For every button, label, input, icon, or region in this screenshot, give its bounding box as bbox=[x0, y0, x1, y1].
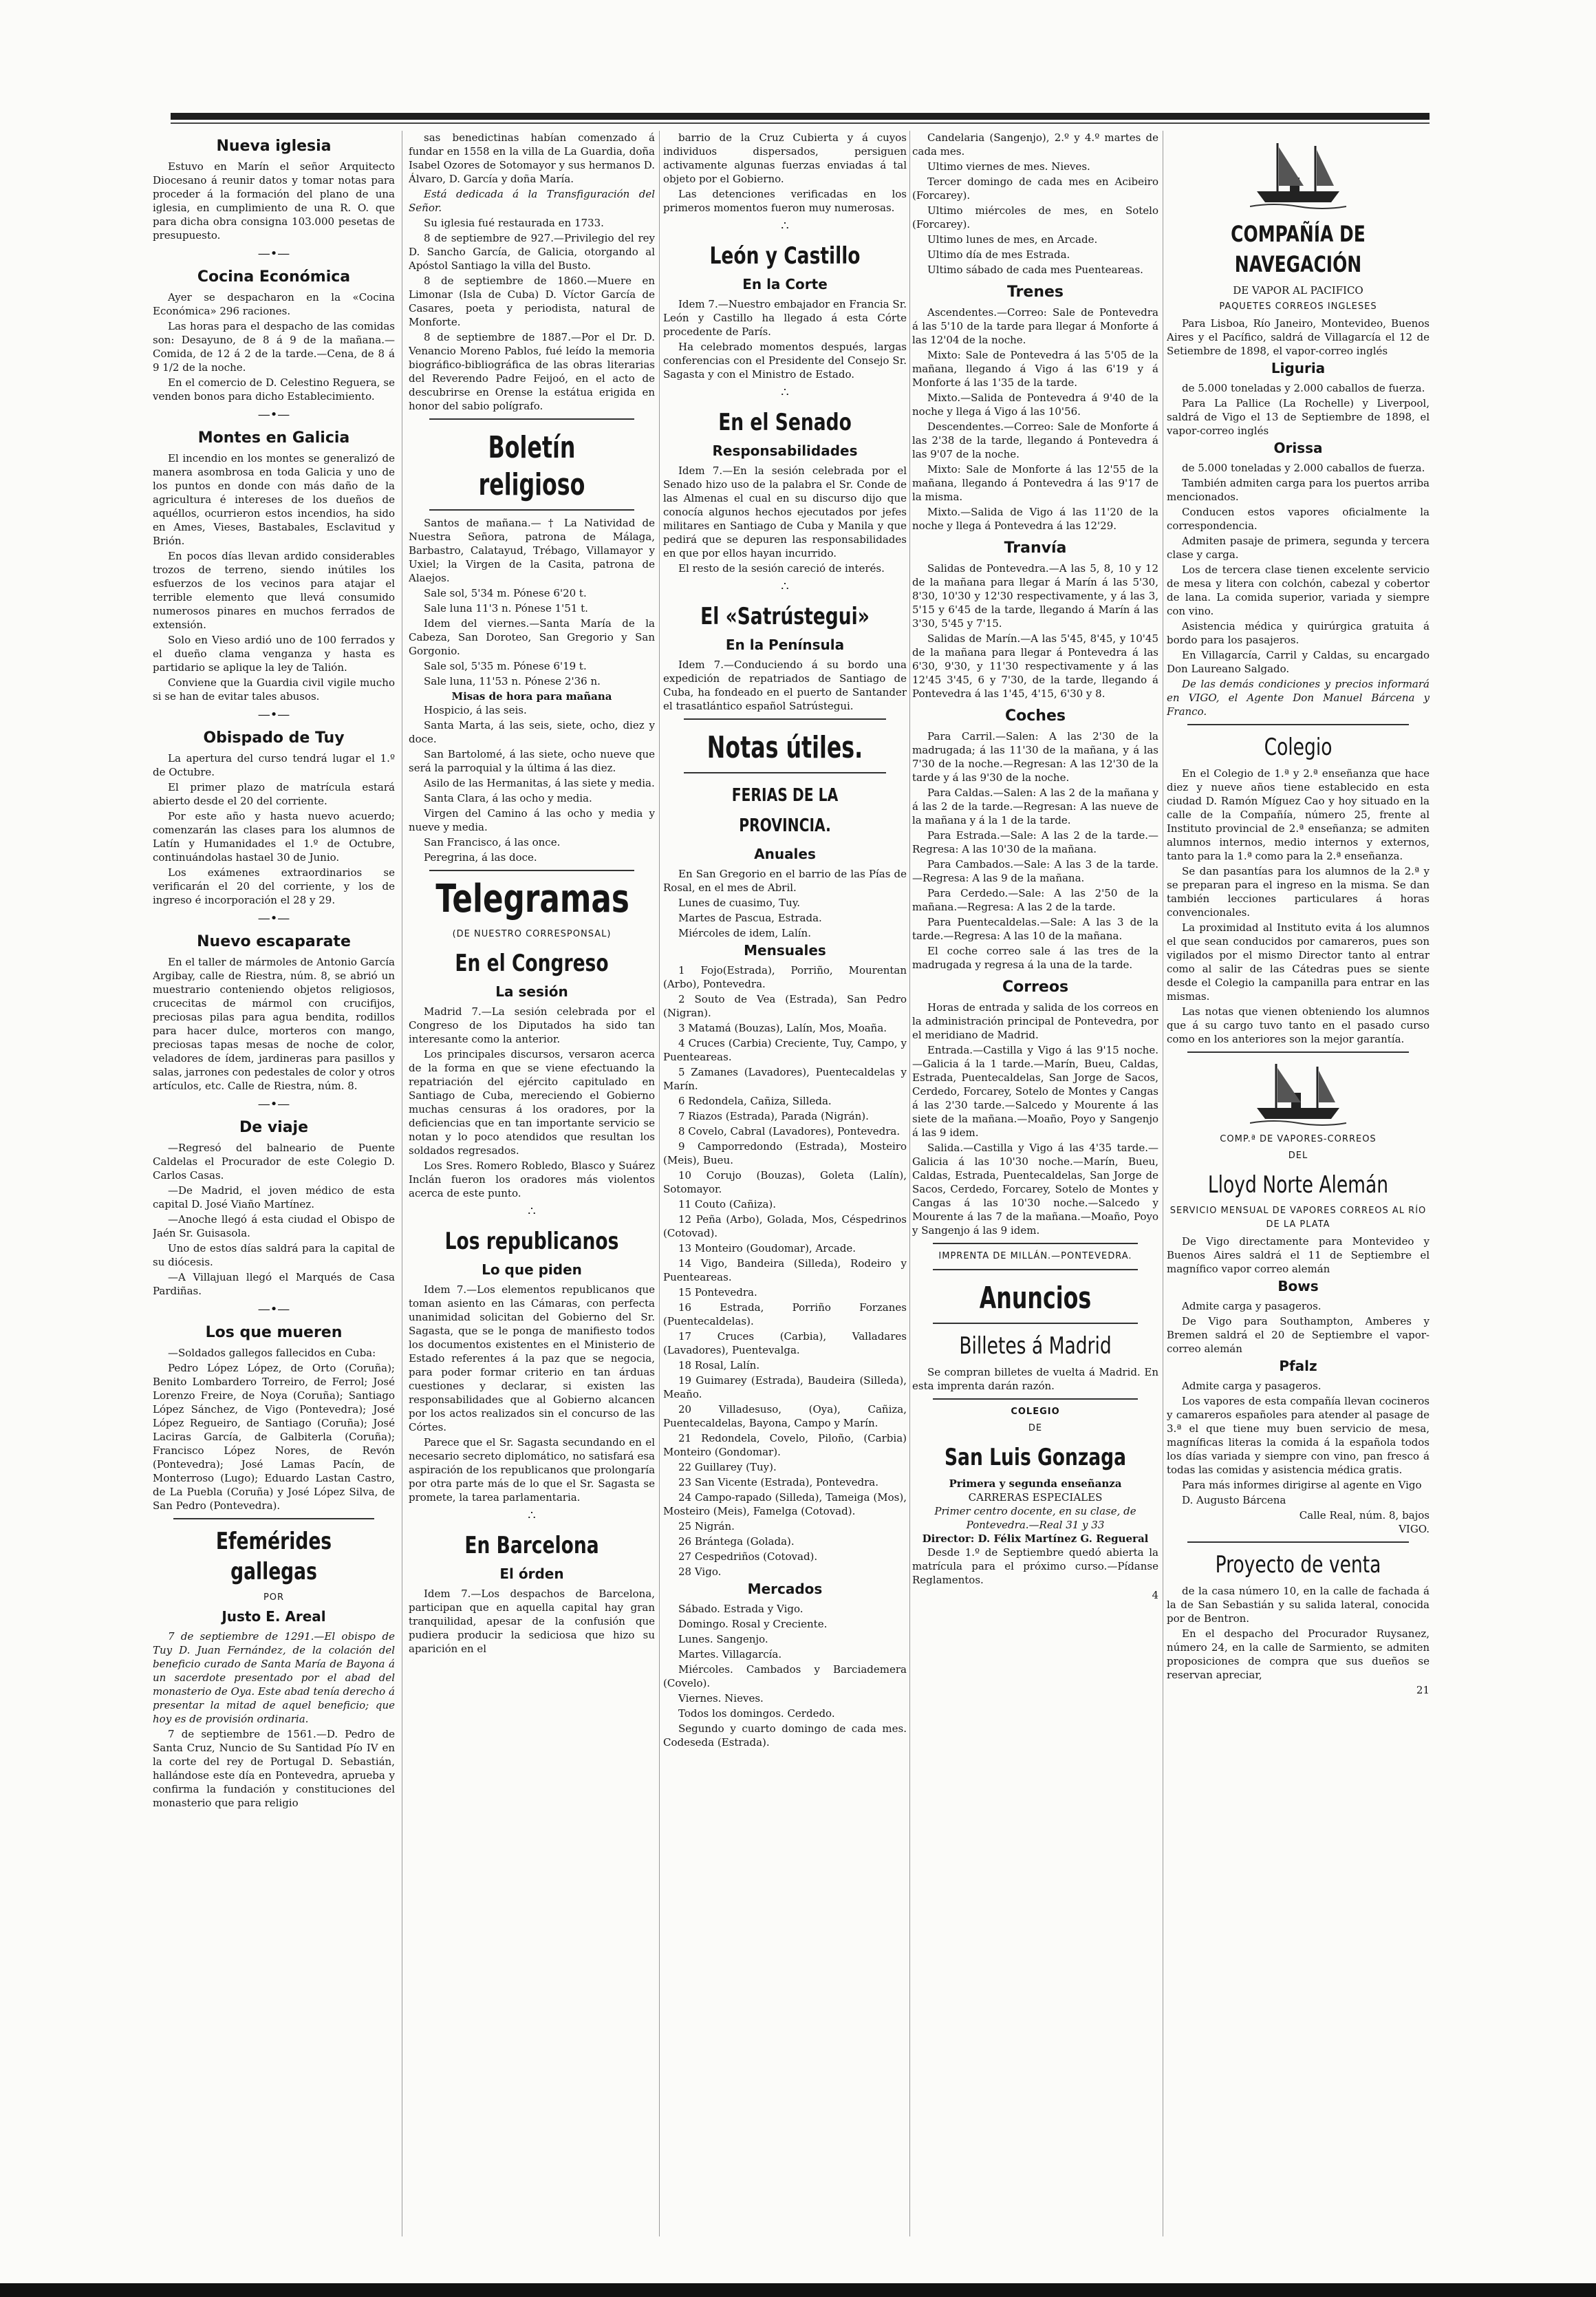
imprint: IMPRENTA DE MILLÁN.—PONTEVEDRA. bbox=[938, 1251, 1132, 1261]
ornament-divider: —•— bbox=[257, 911, 290, 926]
article-text: Ultimo viernes de mes. Nieves. bbox=[927, 160, 1090, 173]
fair-list-item: 12 Peña (Arbo), Golada, Mos, Céspedrinos (Cotovad). bbox=[663, 1213, 907, 1239]
column-separator bbox=[659, 131, 660, 2236]
byline-author: Justo E. Areal bbox=[222, 1608, 326, 1625]
article-text: Mixto.—Salida de Vigo á las 11'20 de la noche y llega á Pontevedra á las 12'29. bbox=[912, 506, 1158, 532]
subheading-piden: Lo que piden bbox=[482, 1261, 582, 1278]
fair-list-item: 25 Nigrán. bbox=[678, 1520, 735, 1532]
headline-correos: Correos bbox=[1002, 979, 1069, 996]
article-text: Su iglesia fué restaurada en 1733. bbox=[424, 217, 604, 229]
article-text: 8 de septiembre de 1860.—Muere en Limonar (Isla de Cuba) D. Víctor García de Casares, poeta y periodista, natural de Monforte. bbox=[409, 275, 655, 328]
article-text: Salidas de Marín.—A las 5'45, 8'45, y 10'45 de la mañana para llegar á Pontevedra á las 6'30, 9'30, y 11'30 respectivamente y á las 12'45 3'45, 6 y 7'30, de la tarde, llegando á Pontevedra á las 1'45, 4'15, 6'30 y 8. bbox=[912, 632, 1158, 700]
headline-anuncios: Anuncios bbox=[979, 1281, 1092, 1316]
ad-text: Los de tercera clase tienen excelente servicio de mesa y litera con colchón, cabezal y cobertor de lana. La comida superior, variada y siempre con vino. bbox=[1167, 564, 1430, 617]
article-text: Entrada.—Castilla y Vigo á las 9'15 noche.—Galicia á la 1 tarde.—Marín, Bueu, Caldas, Estrada, Puentecaldelas, San Jorge de Sacos, Cerdedo, Forcarey, Sotelo de Montes y Cangas á las 2'30 tarde.—Salcedo y Mourente á las siete de la mañana.—Moaño, Poyo y Sangenjo á las 9 idem. bbox=[912, 1044, 1158, 1139]
article-text: Asilo de las Hermanitas, á las siete y media. bbox=[424, 777, 655, 789]
ad-text: Las notas que vienen obteniendo los alumnos que á su cargo tuvo tanto en el pasado curso como en los anteriores son la mejor garantía. bbox=[1167, 1005, 1430, 1045]
fair-list-item: 17 Cruces (Carbia), Valladares (Lavadores), Puentevalga. bbox=[663, 1330, 907, 1356]
article-text: Las horas para el despacho de las comidas son: Desayuno, de 8 á 9 de la mañana.—Comida, de 12 á 2 de la tarde.—Cena, de 8 á 9 1/2 de la noche. bbox=[153, 320, 395, 374]
subheading-mercados: Mercados bbox=[747, 1581, 823, 1597]
ad-billetes-title: Billetes á Madrid bbox=[959, 1332, 1112, 1360]
column-3 bbox=[663, 131, 907, 2257]
subheading-anuales: Anuales bbox=[754, 846, 816, 862]
ad-text: De las demás condiciones y precios informará en VIGO, el Agente Don Manuel Bárcena y Franco. bbox=[1167, 678, 1430, 718]
subheading-responsabilidades: Responsabilidades bbox=[712, 442, 858, 459]
article-text: Para Caldas.—Salen: A las 2 de la mañana y á las 2 de la tarde.—Regresan: A las nueve de la mañana y á la 1 de la tarde. bbox=[912, 787, 1158, 826]
ornament-divider: —•— bbox=[257, 407, 290, 422]
headline-nueva-iglesia: Nueva iglesia bbox=[216, 138, 332, 155]
article-text: Uno de estos días saldrá para la capital de su diócesis. bbox=[153, 1242, 395, 1268]
fair-list-item: 18 Rosal, Lalín. bbox=[678, 1359, 760, 1371]
section-rule bbox=[933, 1243, 1138, 1244]
fair-list-item: 6 Redondela, Cañiza, Silleda. bbox=[678, 1095, 832, 1107]
asterism: ∴ bbox=[528, 1508, 536, 1523]
article-text: Todos los domingos. Cerdedo. bbox=[678, 1707, 835, 1720]
article-text: Lunes de cuasimo, Tuy. bbox=[678, 897, 801, 909]
article-text: Mixto.—Salida de Pontevedra á 9'40 de la noche y llega á Vigo á las 10'56. bbox=[912, 392, 1158, 418]
ship-name-orissa: Orissa bbox=[1273, 440, 1323, 456]
article-text: barrio de la Cruz Cubierta y á cuyos individuos dispersados, persiguen activamente algunas fuerzas enviadas á tal objeto por el Gobierno. bbox=[663, 131, 907, 185]
article-text: Idem 7.—Los despachos de Barcelona, participan que en aquella capital hay gran tranquilidad, apesar de la confusión que pudiera producir la sediciosa que hizo su aparición en el bbox=[409, 1588, 655, 1655]
ad-text: La proximidad al Instituto evita á los alumnos el que sean conducidos por camareros, pues son vigilados por el mismo Director tanto al entrar como al salir de las Cátedras pues se siente desde el Colegio la campanilla para entrar en las mismas. bbox=[1167, 921, 1430, 1003]
column-5 bbox=[1167, 131, 1430, 2257]
article-text: Idem 7.—Conduciendo á su bordo una expedición de repatriados de Santiago de Cuba, ha fondeado en el puerto de Santander el trasatlántico español Satrústegui. bbox=[663, 659, 907, 712]
ad-subtitle: PAQUETES CORREOS INGLESES bbox=[1219, 301, 1377, 312]
ad-subtitle: DE VAPOR AL PACIFICO bbox=[1233, 284, 1363, 297]
fair-list-item: 15 Pontevedra. bbox=[678, 1286, 757, 1299]
ad-colegio-title: Colegio bbox=[1264, 734, 1333, 761]
ad-number: 21 bbox=[1416, 1684, 1430, 1696]
byline-por: POR bbox=[263, 1592, 285, 1603]
bottom-edge bbox=[0, 2283, 1596, 2297]
headline-cocina: Cocina Económica bbox=[197, 268, 351, 286]
ad-text: Admite carga y pasageros. bbox=[1182, 1380, 1322, 1392]
article-text: San Francisco, á las once. bbox=[424, 836, 561, 848]
ad-text: D. Augusto Bárcena bbox=[1182, 1494, 1286, 1506]
article-text: Conviene que la Guardia civil vigile mucho si se han de evitar tales abusos. bbox=[153, 676, 395, 703]
section-rule bbox=[173, 1518, 374, 1519]
ad-proyecto-title: Proyecto de venta bbox=[1215, 1551, 1381, 1579]
article-text: Sale luna, 11'53 n. Pónese 2'36 n. bbox=[424, 675, 601, 687]
article-text: Salida.—Castilla y Vigo á las 4'35 tarde.—Galicia á las 10'30 noche.—Marín, Bueu, Caldas, Estrada, Puentecaldelas, San Jorge de Sacos, Cerdedo, Forcarey, Sotelo de Montes y Cangas á las 10'30 noche.—Salcedo y Mourente á las 7 de la mañana.—Moaño, Poyo y Sangenjo á las 9 idem. bbox=[912, 1142, 1158, 1237]
headline-telegramas: Telegramas bbox=[435, 877, 629, 921]
section-rule bbox=[429, 418, 634, 420]
fair-list-item: 26 Brántega (Golada). bbox=[678, 1535, 795, 1548]
ad-director: Director: D. Félix Martínez G. Regueral bbox=[922, 1532, 1149, 1545]
article-text: sas benedictinas habían comenzado á fundar en 1558 en la villa de La Guardia, doña Isabel Ozores de Sotomayor y sus hermanos D. Álvaro, D. García y doña María. bbox=[409, 131, 655, 185]
column-1 bbox=[153, 131, 395, 2257]
fair-list-item: 2 Souto de Vea (Estrada), San Pedro (Nigran). bbox=[663, 993, 907, 1019]
headline-escaparate: Nuevo escaparate bbox=[197, 933, 351, 950]
article-text: Sale luna 11'3 n. Pónese 1'51 t. bbox=[424, 602, 588, 615]
fair-list-item: 10 Corujo (Bouzas), Goleta (Lalín), Sotomayor. bbox=[663, 1169, 907, 1195]
section-rule bbox=[933, 1269, 1138, 1270]
section-rule bbox=[684, 772, 886, 773]
ad-text: De Vigo para Southampton, Amberes y Bremen saldrá el 20 de Septiembre el vapor-correo alemán bbox=[1167, 1315, 1430, 1355]
column-separator bbox=[909, 131, 910, 2236]
article-text: Mixto: Sale de Monforte á las 12'55 de la mañana, llegando á Pontevedra á las 9'17 de la misma. bbox=[912, 463, 1158, 503]
headline-leon: León y Castillo bbox=[709, 242, 861, 270]
article-text: Solo en Vieso ardió uno de 100 ferrados y el dueño clama venganza y hasta es partidario se aplique la ley de Talión. bbox=[153, 634, 395, 674]
fair-list-item: 14 Vigo, Bandeira (Silleda), Rodeiro y Puenteareas. bbox=[663, 1257, 907, 1283]
article-text: Idem del viernes.—Santa María de la Cabeza, San Doroteo, San Gregorio y San Gorgonio. bbox=[409, 617, 655, 657]
fair-list-item: 9 Camporredondo (Estrada), Mosteiro (Meis), Bueu. bbox=[663, 1140, 907, 1166]
subheading-orden: El órden bbox=[499, 1566, 564, 1582]
ad-san-luis-title: San Luis Gonzaga bbox=[944, 1444, 1127, 1471]
fair-list-item: 24 Campo-rapado (Silleda), Tameiga (Mos), Mosteiro (Meis), Famelga (Cotovad). bbox=[663, 1491, 907, 1517]
ad-text: Calle Real, núm. 8, bajos bbox=[1299, 1509, 1430, 1521]
article-text: Martes. Villagarcía. bbox=[678, 1648, 782, 1660]
article-text: Mixto: Sale de Pontevedra á las 5'05 de la mañana, llegando á Vigo á las 6'19 y á Monforte á las 1'35 de la tarde. bbox=[912, 349, 1158, 389]
fair-list-item: 11 Couto (Cañiza). bbox=[678, 1198, 777, 1210]
ad-text: En el Colegio de 1.ª y 2.ª enseñanza que hace diez y nueve años tiene establecido en esta ciudad D. Ramón Míguez Cao y hoy situado en la calle de la Compañía, número 25, frente al Instituto provincial de 2.ª enseñanza; se admiten alumnos internos, medio internos y externos, tanto para la 1.ª como para la 2.ª enseñanza. bbox=[1167, 767, 1430, 862]
ad-lloyd-label: COMP.ª DE VAPORES-CORREOS bbox=[1220, 1134, 1377, 1144]
headline-congreso: En el Congreso bbox=[455, 950, 609, 977]
ad-text: Se compran billetes de vuelta á Madrid. En esta imprenta darán razón. bbox=[912, 1366, 1158, 1392]
article-text: Idem 7.—Los elementos republicanos que toman asiento en las Cámaras, con perfecta unanimidad solicitan del Gobierno del Sr. Sagasta, que se le ponga de manifiesto todos los documentos existentes en el Ministerio de Estado referentes á la paz que se negocia, para poder formar criterio en tan árduas cuestiones y declarar, si existen las responsabilidades que al Gobierno alcancen por los actos realizados sin el concurso de las Córtes. bbox=[409, 1283, 655, 1433]
subheading-peninsula: En la Península bbox=[725, 637, 845, 653]
asterism: ∴ bbox=[781, 579, 789, 594]
ad-text: VIGO. bbox=[1399, 1523, 1430, 1535]
ad-text: Asistencia médica y quirúrgica gratuita á bordo para los pasajeros. bbox=[1167, 620, 1430, 646]
headline-senado: En el Senado bbox=[718, 409, 852, 436]
article-text: Hospicio, á las seis. bbox=[424, 704, 527, 716]
article-text: Ha celebrado momentos después, largas conferencias con el Presidente del Consejo Sr. Sagasta y con el Ministro de Estado. bbox=[663, 341, 907, 381]
ad-text: Admite carga y pasageros. bbox=[1182, 1300, 1322, 1312]
ornament-divider: —•— bbox=[257, 707, 290, 722]
article-text: Descendentes.—Correo: Sale de Monforte á las 2'38 de la tarde, llegando á Pontevedra á las 9'07 de la noche. bbox=[912, 420, 1158, 460]
article-text: Para Carril.—Salen: A las 2'30 de la madrugada; á las 11'30 de la mañana, y á las 7'30 de la noche.—Regresan: A las 12'30 de la tarde y á las 9'30 de la noche. bbox=[912, 730, 1158, 784]
headline-satrustegui: El «Satrústegui» bbox=[700, 603, 870, 630]
top-rule-thin bbox=[171, 122, 1430, 124]
article-text: 8 de septiembre de 1887.—Por el Dr. D. Venancio Moreno Pablos, fué leído la memoria biográfico-bibliográfica de las obras literarias del Reverendo Padre Feijoó, en el acto de descubrirse en Orense la estátua erigida en honor del sabio polígrafo. bbox=[409, 331, 655, 412]
article-text: Estuvo en Marín el señor Arquitecto Diocesano á reunir datos y tomar notas para proceder á la formación del plano de una iglesia, en cumplimiento de una R. O. que para dicha obra consigna 103.000 pesetas de presupuesto. bbox=[153, 160, 395, 242]
ad-text: Admiten pasaje de primera, segunda y tercera clase y carga. bbox=[1167, 535, 1430, 561]
headline-republicanos: Los republicanos bbox=[444, 1228, 619, 1255]
article-text: —Regresó del balneario de Puente Caldelas el Procurador de este Colegio D. Carlos Casas. bbox=[153, 1142, 395, 1182]
ornament-divider: —•— bbox=[257, 1097, 290, 1111]
ship-name-pfalz: Pfalz bbox=[1279, 1358, 1317, 1374]
fair-list-item: 1 Fojo(Estrada), Porriño, Mourentan (Arbo), Pontevedra. bbox=[663, 964, 907, 990]
ad-colegio-label: COLEGIO bbox=[1011, 1407, 1060, 1417]
headline-barcelona: En Barcelona bbox=[464, 1532, 599, 1559]
fair-list-item: 16 Estrada, Porriño Forzanes (Puentecaldelas). bbox=[663, 1301, 907, 1327]
article-text: Las detenciones verificadas en los primeros momentos fueron muy numerosas. bbox=[663, 188, 907, 214]
article-text: Los Sres. Romero Robledo, Blasco y Suárez Inclán fueron los oradores más violentos acerca de este punto. bbox=[409, 1160, 655, 1199]
fair-list-item: 27 Cespedriños (Cotovad). bbox=[678, 1550, 818, 1563]
ad-text: de la casa número 10, en la calle de fachada á la de San Sebastián y su salida lateral, conocida por de Bentron. bbox=[1167, 1585, 1430, 1625]
article-text: —Soldados gallegos fallecidos en Cuba: bbox=[168, 1347, 376, 1359]
headline-trenes: Trenes bbox=[1006, 284, 1064, 301]
article-text: Salidas de Pontevedra.—A las 5, 8, 10 y 12 de la mañana para llegar á Marín á las 5'30, 8'30, 10'30 y 12'30 respectivamente, y á las 3, 5'15 y 6'45 de la tarde, llegando á Marín á las 3'30, 5'45 y 7'15. bbox=[912, 562, 1158, 630]
article-text: Viernes. Nieves. bbox=[678, 1692, 764, 1705]
article-text: En el taller de mármoles de Antonio García Argibay, calle de Riestra, núm. 8, se abrió un muestrario conteniendo objetos religiosos, crucecitas de mármol con crucifijos, preciosas pilas para agua bendita, rodillos para hacer dulce, morteros con mango, preciosas tapas mesas de noche de color, veladores de ídem, jardineras para pasillos y salas, jarrones con pedestales de color y otros artículos, etc. Calle de Riestra, núm. 8. bbox=[153, 956, 395, 1092]
article-text: El resto de la sesión careció de interés. bbox=[678, 562, 885, 575]
article-text: —De Madrid, el joven médico de esta capital D. José Viaño Martínez. bbox=[153, 1184, 395, 1210]
headline-de-viaje: De viaje bbox=[239, 1119, 309, 1136]
column-4 bbox=[912, 131, 1158, 2257]
correspondent-note: (DE NUESTRO CORRESPONSAL) bbox=[452, 929, 612, 939]
fair-list-item: 7 Riazos (Estrada), Parada (Nigrán). bbox=[678, 1110, 869, 1122]
article-text: 8 de septiembre de 927.—Privilegio del rey D. Sancho García, de Galicia, otorgando al Apóstol Santiago la villa del Busto. bbox=[409, 232, 655, 272]
article-text: Sábado. Estrada y Vigo. bbox=[678, 1603, 804, 1615]
subheading-sesion: La sesión bbox=[495, 983, 568, 1000]
fair-list-item: 5 Zamanes (Lavadores), Puentecaldelas y Marín. bbox=[663, 1066, 907, 1092]
article-text: Parece que el Sr. Sagasta secundando en el necesario secreto diplomático, no satisfará esa aspiración de los republicanos que prolongaría por otra parte más de lo que el Sr. Sagasta se promete, la tarea parlamentaria. bbox=[409, 1436, 655, 1504]
article-text: Los principales discursos, versaron acerca de la forma en que se viene efectuando la repatriación del ejército capitulado en Santiago de Cuba, mereciendo el Gobierno muchas censuras á los oradores, por la deficiencias que en tan importante servicio se notan y lo poco atendidos que resultan los soldados regresados. bbox=[409, 1048, 655, 1157]
article-text: Ultimo lunes de mes, en Arcade. bbox=[927, 233, 1098, 246]
article-text: Virgen del Camino á las ocho y media y nueve y media. bbox=[409, 807, 655, 833]
article-text: Tercer domingo de cada mes en Acibeiro (Forcarey). bbox=[912, 175, 1158, 202]
ad-text: Primer centro docente, en su clase, de Pontevedra.—Real 31 y 33 bbox=[934, 1505, 1136, 1531]
ad-text: Para Lisboa, Río Janeiro, Montevideo, Buenos Aires y el Pacífico, saldrá de Villagarcía el 12 de Setiembre de 1898, el vapor-correo inglés bbox=[1167, 317, 1430, 357]
subheading-corte: En la Corte bbox=[742, 276, 828, 292]
fair-list-item: 3 Matamá (Bouzas), Lalín, Mos, Moaña. bbox=[678, 1022, 887, 1034]
ad-text: Los vapores de esta compañía llevan cocineros y camareros españoles para atender al pasage de 3.ª el que tiene muy buen servicio de mesa, magníficas literas la comida á la española todos los días variada y siempre con vino, pan fresco á todas las comidas y asistencia médica gratis. bbox=[1167, 1395, 1430, 1476]
article-text: Pedro López López, de Orto (Coruña); Benito Lombardero Torreiro, de Ferrol; José Lorenzo Freire, de Noya (Coruña); Santiago López Sánchez, de Vigo (Pontevedra); José López Regueiro, de Santiago (Coruña); José Laciras García, de Galbiterla (Coruña); Francisco López Nores, de Revón (Pontevedra); José Lamas Pacín, de Monterroso (Lugo); Eduardo Lastan Castro, de La Puebla (Coruña) y José López Silva, de San Pedro (Pontevedra). bbox=[153, 1362, 395, 1512]
article-text: En el comercio de D. Celestino Reguera, se venden bonos para dicho Establecimiento. bbox=[153, 376, 395, 403]
article-text: Lunes. Sangenjo. bbox=[678, 1633, 768, 1645]
headline-tranvia: Tranvía bbox=[1004, 539, 1067, 557]
section-rule bbox=[1187, 1541, 1409, 1543]
section-rule bbox=[1187, 1051, 1409, 1053]
article-text: La apertura del curso tendrá lugar el 1.º de Octubre. bbox=[153, 752, 395, 778]
article-text: Ascendentes.—Correo: Sale de Pontevedra á las 5'10 de la tarde para llegar á Monforte á las 12'04 de la noche. bbox=[912, 306, 1158, 346]
headline-los-que-mueren: Los que mueren bbox=[205, 1324, 343, 1341]
ad-text: Para La Pallice (La Rochelle) y Liverpool, saldrá de Vigo el 13 de Septiembre de 1898, el vapor-correo inglés bbox=[1167, 397, 1430, 437]
article-text: Candelaria (Sangenjo), 2.º y 4.º martes de cada mes. bbox=[912, 131, 1158, 158]
article-text: Ultimo miércoles de mes, en Sotelo (Forcarey). bbox=[912, 204, 1158, 231]
headline-efemerides: Efemérides gallegas bbox=[215, 1528, 332, 1585]
asterism: ∴ bbox=[528, 1204, 536, 1219]
article-text: Horas de entrada y salida de los correos en la administración principal de Pontevedra, por el meridiano de Madrid. bbox=[912, 1001, 1158, 1041]
ad-text: de 5.000 toneladas y 2.000 caballos de fuerza. bbox=[1182, 382, 1425, 394]
ship-name-liguria: Liguria bbox=[1271, 360, 1326, 376]
section-rule bbox=[1187, 724, 1409, 725]
ad-text: De Vigo directamente para Montevideo y Buenos Aires saldrá el 11 de Septiembre el magnífico vapor correo alemán bbox=[1167, 1235, 1430, 1275]
article-text: Está dedicada á la Transfiguración del Señor. bbox=[409, 188, 655, 214]
ad-text: Para más informes dirigirse al agente en Vigo bbox=[1182, 1479, 1422, 1491]
subheading-mensuales: Mensuales bbox=[744, 942, 826, 959]
ship-name-bows: Bows bbox=[1277, 1278, 1319, 1294]
ad-colegio-de: DE bbox=[1028, 1423, 1043, 1433]
section-rule bbox=[933, 1323, 1138, 1324]
ad-subtitle: SERVICIO MENSUAL DE VAPORES CORREOS AL RÍO DE LA PLATA bbox=[1169, 1206, 1427, 1230]
headline-ferias: FERIAS DE LA PROVINCIA. bbox=[731, 785, 839, 836]
article-text: En San Gregorio en el barrio de las Pías de Rosal, en el mes de Abril. bbox=[663, 868, 907, 894]
article-text: Por este año y hasta nuevo acuerdo; comenzarán las clases para los alumnos de Latín y Humanidades el 1.º de Octubre, continuándolas hastael 30 de Junio. bbox=[153, 810, 395, 864]
ad-lloyd-del: DEL bbox=[1288, 1151, 1308, 1161]
article-text: Domingo. Rosal y Creciente. bbox=[678, 1618, 828, 1630]
steamship-icon bbox=[1250, 136, 1346, 212]
ad-text: En el despacho del Procurador Ruysanez, número 24, en la calle de Sarmiento, se admiten proposiciones de compra que sus dueños se reservan apreciar, bbox=[1167, 1627, 1430, 1681]
ad-text: Primera y segunda enseñanza bbox=[949, 1477, 1122, 1490]
fair-list-item: 21 Redondela, Covelo, Piloño, (Carbia) Monteiro (Gondomar). bbox=[663, 1432, 907, 1458]
article-text: El incendio en los montes se generalizó de manera asombrosa en toda Galicia y uno de los puntos en donde con más daño de la agricultura é intereses de los dueños de aquéllos, ocurrieron estos incendios, ha sido en Ames, Vieses, Bastabales, Esclavitud y Brión. bbox=[153, 452, 395, 547]
article-text: San Bartolomé, á las siete, ocho nueve que será la parroquial y la última á las diez. bbox=[409, 748, 655, 774]
article-text: Martes de Pascua, Estrada. bbox=[678, 912, 822, 924]
article-text: Sale sol, 5'35 m. Pónese 6'19 t. bbox=[424, 660, 587, 672]
article-text: El coche correo sale á las tres de la madrugada y regresa á la una de la tarde. bbox=[912, 945, 1158, 971]
fair-list-item: 19 Guimarey (Estrada), Baudeira (Silleda), Meaño. bbox=[663, 1374, 907, 1400]
ad-text: En Villagarcía, Carril y Caldas, su encargado Don Laureano Salgado. bbox=[1167, 649, 1430, 675]
article-text: 7 de septiembre de 1291.—El obispo de Tuy D. Juan Fernández, de la colación del beneficio curado de Santa María de Bayona á un sacerdote presentado por el abad del monasterio de Oya. Este abad tenía derecho á presentar la mitad de aquel beneficio; que hoy es de provisión ordinaria. bbox=[153, 1630, 395, 1725]
article-text: 7 de septiembre de 1561.—D. Pedro de Santa Cruz, Nuncio de Su Santidad Pío IV en la corte del rey de Portugal D. Sebastián, hallándose este día en Pontevedra, aprueba y confirma la fundación y constituciones del monasterio que para religio bbox=[153, 1728, 395, 1809]
headline-notas-utiles: Notas útiles. bbox=[707, 730, 863, 765]
ornament-divider: —•— bbox=[257, 1302, 290, 1316]
subheading-misas: Misas de hora para mañana bbox=[451, 690, 612, 703]
asterism: ∴ bbox=[781, 219, 789, 233]
article-text: Los exámenes extraordinarios se verificarán el 20 del corriente, y los de ingreso é incorporación el 28 y 29. bbox=[153, 866, 395, 906]
section-rule bbox=[933, 1398, 1138, 1400]
article-text: Ultimo sábado de cada mes Puenteareas. bbox=[927, 264, 1143, 276]
article-text: Santos de mañana.— † La Natividad de Nuestra Señora, patrona de Málaga, Barbastro, Calatayud, Trébago, Villamayor y Uxiel; la Virgen de la Casita, patrona de Alaejos. bbox=[409, 517, 655, 584]
article-text: En pocos días llevan ardido considerables trozos de terreno, siendo inútiles los esfuerzos de los vecinos para atajar el terrible elemento que llevá consumido numerosos pinares en muchos ferrados de extensión. bbox=[153, 550, 395, 631]
article-text: Santa Marta, á las seis, siete, ocho, diez y doce. bbox=[409, 719, 655, 745]
fair-list-item: 23 San Vicente (Estrada), Pontevedra. bbox=[678, 1476, 878, 1488]
fair-list-item: 13 Monteiro (Goudomar), Arcade. bbox=[678, 1242, 856, 1254]
asterism: ∴ bbox=[781, 385, 789, 400]
article-text: Sale sol, 5'34 m. Pónese 6'20 t. bbox=[424, 587, 587, 599]
headline-coches: Coches bbox=[1005, 707, 1066, 725]
article-text: Madrid 7.—La sesión celebrada por el Congreso de los Diputados ha sido tan interesante como la anterior. bbox=[409, 1005, 655, 1045]
article-text: Ayer se despacharon en la «Cocina Económica» 296 raciones. bbox=[153, 291, 395, 317]
column-2 bbox=[409, 131, 655, 2257]
ad-text: Se dan pasantías para los alumnos de la 2.ª y se preparan para el ingreso en la misma. Se dan también lecciones particulares á horas convencionales. bbox=[1167, 865, 1430, 919]
article-text: Para Puentecaldelas.—Sale: A las 3 de la tarde.—Regresa: A las 10 de la mañana. bbox=[912, 916, 1158, 942]
section-rule bbox=[429, 509, 634, 511]
ornament-divider: —•— bbox=[257, 246, 290, 261]
ad-text: Conducen estos vapores oficialmente la correspondencia. bbox=[1167, 506, 1430, 532]
fair-list-item: 22 Guillarey (Tuy). bbox=[678, 1461, 777, 1473]
article-text: —Anoche llegó á esta ciudad el Obispo de Jaén Sr. Guisasola. bbox=[153, 1213, 395, 1239]
fair-list-item: 4 Cruces (Carbia) Creciente, Tuy, Campo, y Puenteareas. bbox=[663, 1037, 907, 1063]
ad-compania-title: COMPAÑÍA DE NAVEGACIÓN bbox=[1231, 221, 1366, 277]
article-text: Idem 7.—En la sesión celebrada por el Senado hizo uso de la palabra el Sr. Conde de las Almenas el cual en su discurso dijo que conocía algunos hechos ejecutados por jefes militares en Santiago de Cuba y Manila y que pedirá que se depuren las responsabilidades en que por ellos hayan incurrido. bbox=[663, 464, 907, 559]
section-rule bbox=[429, 870, 634, 871]
article-text: Peregrina, á las doce. bbox=[424, 851, 537, 864]
article-text: Para Cambados.—Sale: A las 3 de la tarde.—Regresa: A las 9 de la mañana. bbox=[912, 858, 1158, 884]
top-rule bbox=[171, 113, 1430, 120]
fair-list bbox=[663, 963, 907, 1579]
ad-text: Desde 1.º de Septiembre quedó abierta la matrícula para el próximo curso.—Pídanse Reglamentos. bbox=[912, 1546, 1158, 1586]
fair-list-item: 20 Villadesuso, (Oya), Cañiza, Puentecaldelas, Bayona, Campo y Marín. bbox=[663, 1403, 907, 1429]
ad-number: 4 bbox=[1152, 1589, 1158, 1601]
section-rule bbox=[684, 718, 886, 720]
article-text: El primer plazo de matrícula estará abierto desde el 20 del corriente. bbox=[153, 781, 395, 807]
headline-montes: Montes en Galicia bbox=[197, 429, 350, 447]
fair-list-item: 28 Vigo. bbox=[678, 1566, 722, 1578]
article-text: Miércoles. Cambados y Barciademera (Covelo). bbox=[663, 1663, 907, 1689]
headline-boletin: Boletín religioso bbox=[478, 430, 585, 502]
steamship-icon bbox=[1250, 1058, 1346, 1127]
ad-text: También admiten carga para los puertos arriba mencionados. bbox=[1167, 477, 1430, 503]
ad-text: de 5.000 toneladas y 2.000 caballos de fuerza. bbox=[1182, 462, 1425, 474]
article-text: —A Villajuan llegó el Marqués de Casa Pardiñas. bbox=[153, 1271, 395, 1297]
article-text: Para Estrada.—Sale: A las 2 de la tarde.—Regresa: A las 10'30 de la mañana. bbox=[912, 829, 1158, 855]
article-text: Idem 7.—Nuestro embajador en Francia Sr. León y Castillo ha llegado á esta Córte procedente de París. bbox=[663, 298, 907, 338]
article-text: Ultimo día de mes Estrada. bbox=[927, 248, 1070, 261]
headline-obispado: Obispado de Tuy bbox=[203, 729, 345, 747]
article-text: Para Cerdedo.—Sale: A las 2'50 de la mañana.—Regresa: A las 2 de la tarde. bbox=[912, 887, 1158, 913]
ad-text: CARRERAS ESPECIALES bbox=[968, 1491, 1103, 1504]
article-text: Miércoles de idem, Lalín. bbox=[678, 927, 811, 939]
ad-lloyd-title: Lloyd Norte Alemán bbox=[1207, 1171, 1389, 1199]
article-text: Segundo y cuarto domingo de cada mes. Codeseda (Estrada). bbox=[663, 1722, 907, 1749]
fair-list-item: 8 Covelo, Cabral (Lavadores), Pontevedra. bbox=[678, 1125, 901, 1137]
article-text: Santa Clara, á las ocho y media. bbox=[424, 792, 592, 804]
